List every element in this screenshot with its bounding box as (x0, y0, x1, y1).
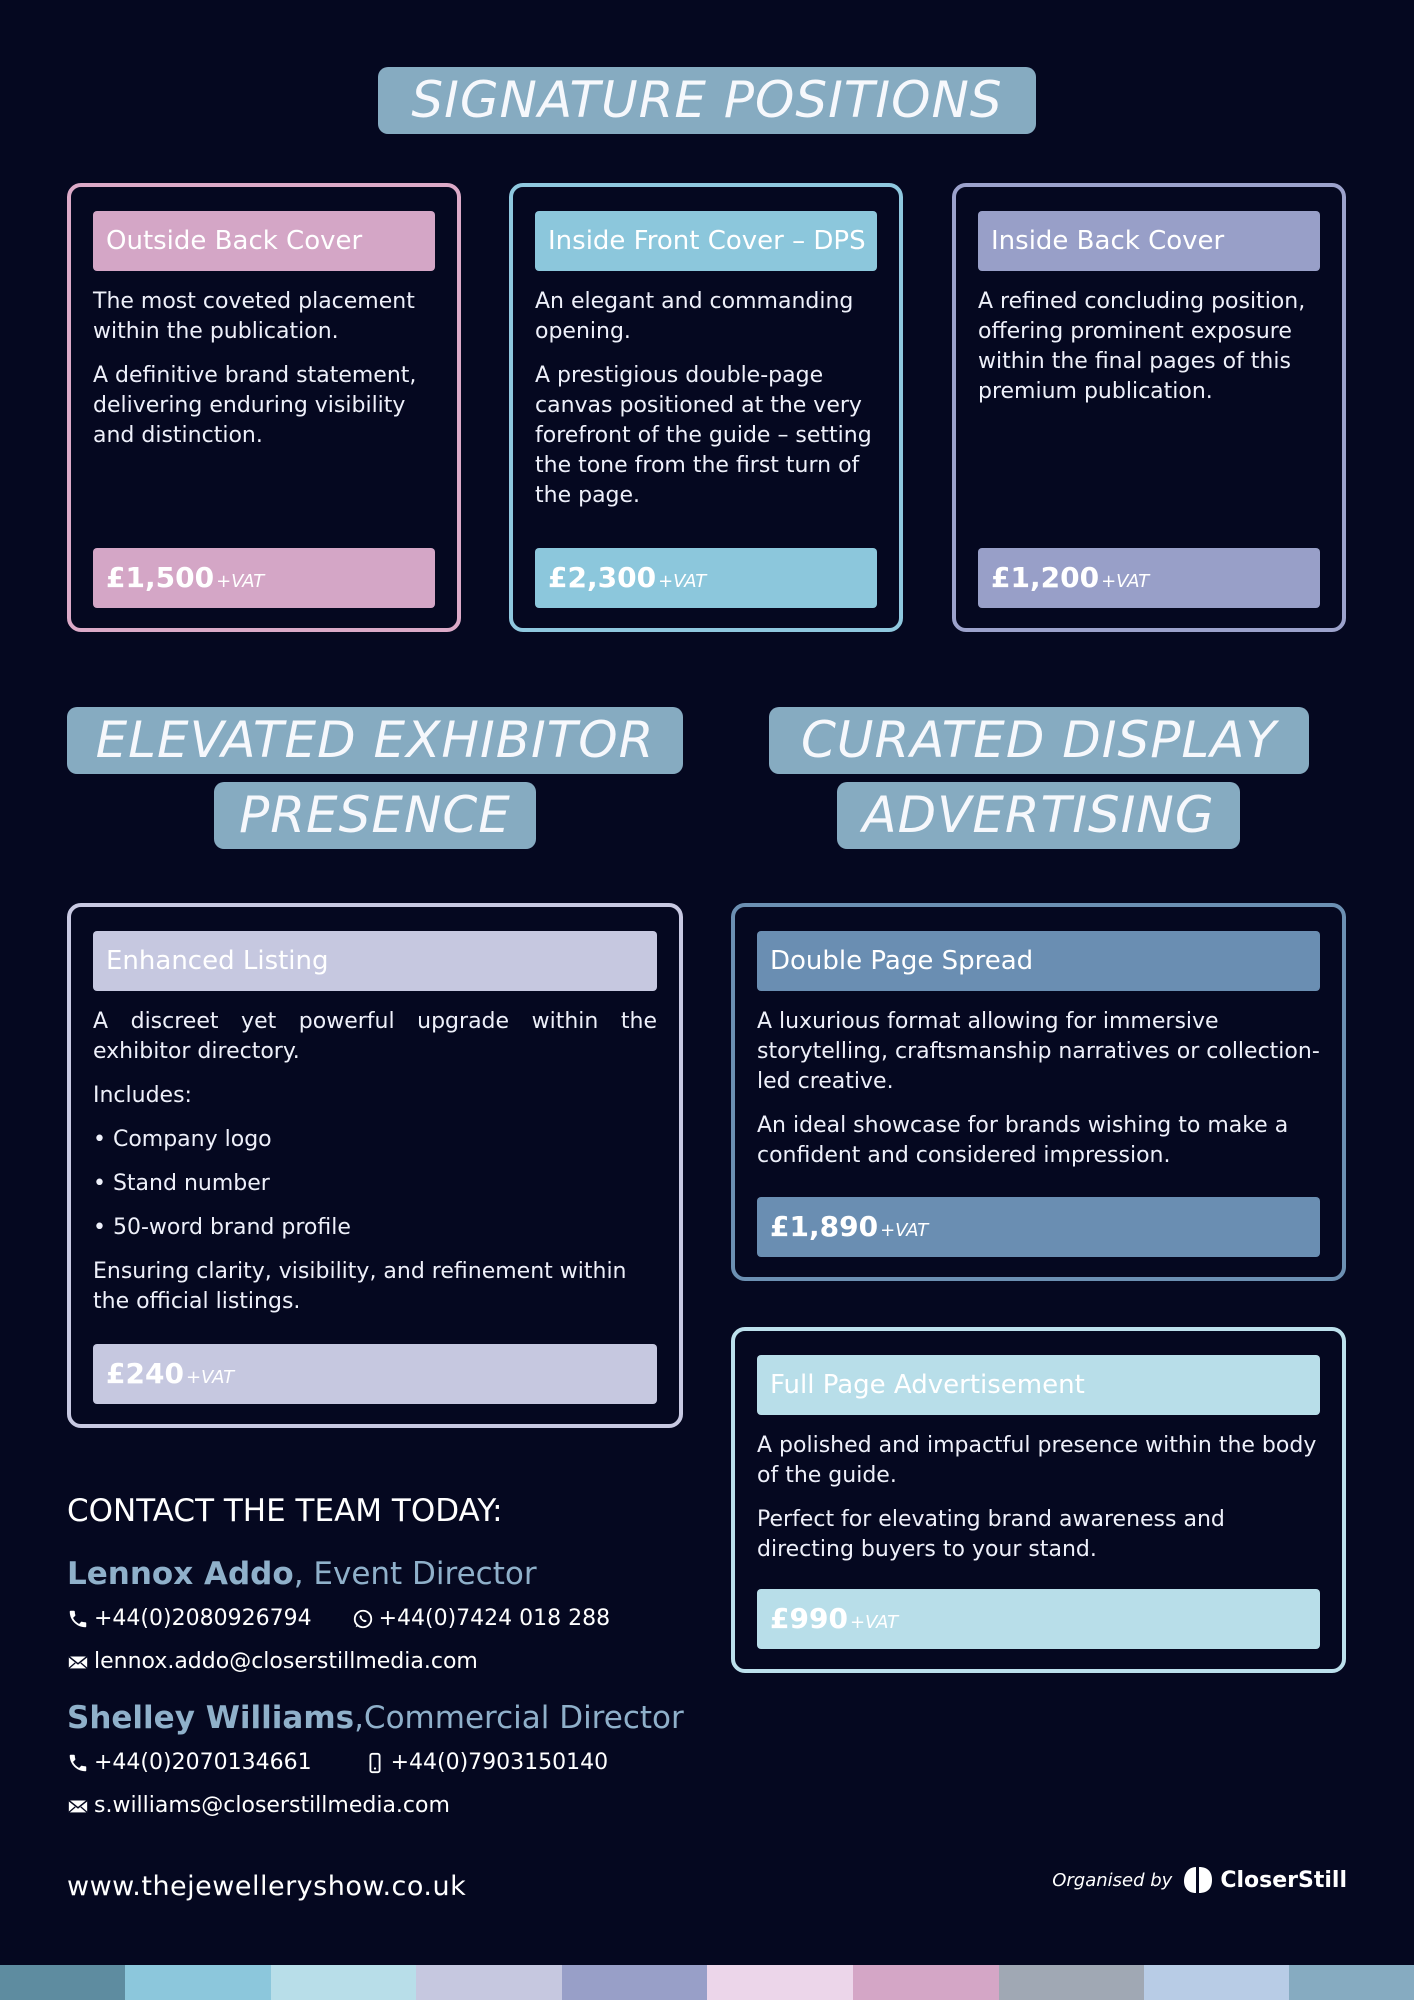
elevated-presence-heading: PRESENCE (214, 782, 536, 849)
elevated-exhibitor-heading: ELEVATED EXHIBITOR (67, 707, 683, 774)
signature-positions-heading: SIGNATURE POSITIONS (378, 67, 1036, 134)
card-double-page-spread (731, 903, 1346, 1281)
card-description (93, 287, 435, 465)
mobile-icon (364, 1752, 386, 1774)
contact-mobile[interactable]: +44(0)7424 018 288 (378, 1606, 611, 1631)
price-amount: £1,200 (991, 561, 1100, 594)
card-paragraph: A refined concluding position, offering prominent exposure within the final pages of this premium publication. (978, 289, 1306, 404)
card-description (757, 1431, 1320, 1579)
card-paragraph: The most coveted placement within the publication. (93, 289, 415, 344)
card-title: Outside Back Cover (93, 211, 435, 271)
curated-display-heading: CURATED DISPLAY (769, 707, 1309, 774)
contact-phone[interactable]: +44(0)2080926794 (94, 1606, 312, 1631)
curated-advertising-heading: ADVERTISING (837, 782, 1240, 849)
envelope-icon (67, 1795, 89, 1817)
contact-phone-line (67, 1606, 610, 1631)
price-vat: +VAT (1101, 571, 1150, 592)
contact-heading: CONTACT THE TEAM TODAY: (67, 1493, 503, 1529)
card-description (757, 1007, 1320, 1185)
organised-by-label: Organised by (1052, 1869, 1173, 1891)
card-title: Inside Back Cover (978, 211, 1320, 271)
card-inside-back-cover (952, 183, 1346, 632)
price-tag (757, 1589, 1320, 1649)
color-stripe (0, 1965, 1414, 2000)
contact-name: Lennox Addo (67, 1556, 294, 1592)
contact-mobile[interactable]: +44(0)7903150140 (390, 1750, 609, 1775)
card-paragraph: An ideal showcase for brands wishing to make a confident and considered impression. (757, 1113, 1289, 1168)
card-paragraph: A polished and impactful presence within the body of the guide. (757, 1433, 1317, 1488)
price-amount: £1,890 (770, 1210, 879, 1243)
price-vat: +VAT (216, 571, 265, 592)
contact-email-line (67, 1649, 478, 1674)
price-amount: £2,300 (548, 561, 657, 594)
price-amount: £1,500 (106, 561, 215, 594)
card-full-page-advertisement (731, 1327, 1346, 1673)
card-description (978, 287, 1320, 421)
contact-person-lennox (67, 1556, 537, 1592)
card-title: Enhanced Listing (93, 931, 657, 991)
price-vat: +VAT (185, 1367, 235, 1388)
card-paragraph: A luxurious format allowing for immersive storytelling, craftsmanship narratives or collection-led creative. (757, 1009, 1320, 1094)
card-paragraph: Perfect for elevating brand awareness and directing buyers to your stand. (757, 1507, 1225, 1562)
list-item: • 50-word brand profile (93, 1215, 351, 1240)
card-paragraph: An elegant and commanding opening. (535, 289, 854, 344)
card-title: Inside Front Cover – DPS (535, 211, 877, 271)
card-title: Full Page Advertisement (757, 1355, 1320, 1415)
card-paragraph: A prestigious double-page canvas positioned at the very forefront of the guide – setting the tone from the first turn of the page. (535, 363, 872, 508)
website-link[interactable]: www.thejewelleryshow.co.uk (67, 1871, 467, 1902)
contact-name: Shelley Williams (67, 1700, 355, 1736)
price-tag (535, 548, 877, 608)
card-inside-front-cover (509, 183, 903, 632)
includes-label: Includes: (93, 1083, 192, 1108)
closerstill-brand: CloserStill (1220, 1867, 1347, 1893)
phone-icon (67, 1752, 89, 1774)
contact-email-line (67, 1793, 450, 1818)
list-item: • Company logo (93, 1127, 272, 1152)
contact-email[interactable]: lennox.addo@closerstillmedia.com (94, 1649, 478, 1674)
contact-person-shelley (67, 1700, 684, 1736)
price-tag (93, 1344, 657, 1404)
card-title: Double Page Spread (757, 931, 1320, 991)
price-tag (978, 548, 1320, 608)
card-enhanced-listing (67, 903, 683, 1428)
list-item: • Stand number (93, 1171, 270, 1196)
price-vat: +VAT (880, 1220, 929, 1241)
card-description (535, 287, 877, 525)
contact-role: ,Commercial Director (354, 1700, 684, 1736)
card-paragraph: A discreet yet powerful upgrade within the exhibitor directory. (93, 1009, 657, 1064)
contact-phone[interactable]: +44(0)2070134661 (94, 1750, 312, 1775)
price-vat: +VAT (658, 571, 707, 592)
price-amount: £240 (106, 1357, 184, 1390)
card-paragraph: Ensuring clarity, visibility, and refinement within the official listings. (93, 1259, 627, 1314)
price-amount: £990 (770, 1602, 848, 1635)
phone-icon (67, 1608, 89, 1630)
price-vat: +VAT (849, 1612, 899, 1633)
card-outside-back-cover (67, 183, 461, 632)
price-tag (757, 1197, 1320, 1257)
contact-email[interactable]: s.williams@closerstillmedia.com (94, 1793, 450, 1818)
envelope-icon (67, 1651, 89, 1673)
price-tag (93, 548, 435, 608)
whatsapp-icon (352, 1608, 374, 1630)
card-description (93, 1007, 657, 1331)
closerstill-logo-icon (1182, 1864, 1214, 1896)
organiser-logo (1052, 1864, 1347, 1896)
contact-role: , Event Director (293, 1556, 537, 1592)
card-paragraph: A definitive brand statement, delivering enduring visibility and distinction. (93, 363, 417, 448)
contact-phone-line (67, 1750, 608, 1775)
